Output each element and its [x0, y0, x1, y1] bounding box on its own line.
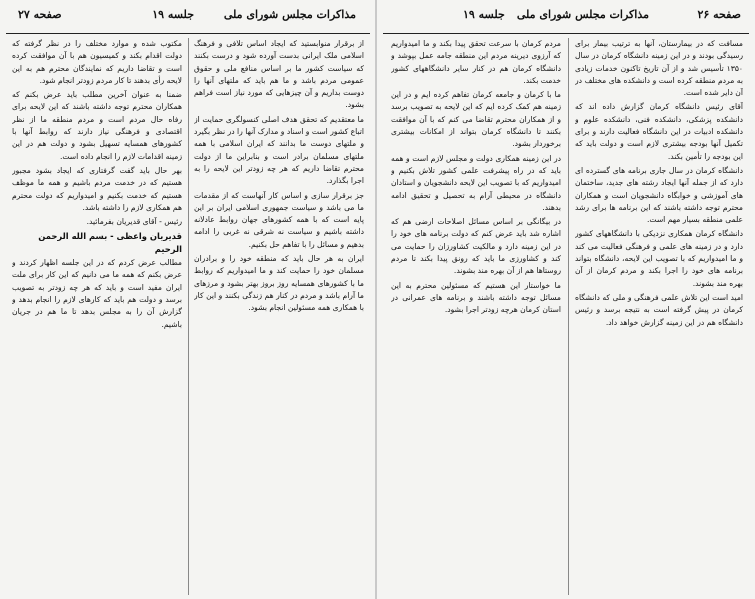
article-paragraph: مطالب عرض کردم که در این جلسه اظهار کردند و عرض بکنم که همه ما می دانیم که این کار برای ملت ایران مفید است و باید که هر چه زودتر به تصویب برسد و دولت هم باید که کارهای لازم را انجام بدهد و گزارش آن را به مجلس بدهد تا ما هم در جریان باشیم.: [12, 258, 182, 329]
left-header-title: مذاکرات مجلس شورای ملی: [223, 8, 356, 21]
right-page: [377, 0, 755, 599]
left-page-header: [6, 0, 370, 28]
left-page-column-right: [194, 38, 364, 595]
left-header-session: جلسه ۱۹: [152, 8, 194, 21]
right-header-session: جلسه ۱۹: [463, 8, 505, 21]
left-header-page-number: صفحه ۲۷: [18, 8, 62, 21]
article-paragraph: ضمنا به عنوان آخرین مطلب باید عرض بکنم که همکاران محترم توجه داشته باشند که این لایحه برای رفاه حال مردم است و مردم منطقه ما از نظر اقتصادی و فرهنگی نیاز دارند که روابط آنها با کشورهای همسایه تسهیل بشود و دولت هم در این زمینه اقدامات لازم را انجام داده است.: [12, 90, 182, 161]
article-paragraph: مکتوب شده و موارد مختلف را در نظر گرفته که دولت اقدام بکند و کمیسیون هم با آن موافقت کرده است و تقاضا داریم که نمایندگان محترم هم به این لایحه رأی بدهند تا کار مردم زودتر انجام شود.: [12, 39, 182, 85]
article-paragraph: آقای رئیس دانشگاه کرمان گزارش داده اند که دانشکده پزشکی، دانشکده فنی، دانشکده علوم و دانشکده ادبیات در این دانشگاه فعالیت دارند و برای تکمیل آنها بودجه بیشتری لازم است و دولت باید که این بودجه را تأمین بکند.: [575, 102, 743, 161]
article-paragraph: در این زمینه همکاری دولت و مجلس لازم است و همه باید که در راه پیشرفت علمی کشور تلاش بکنیم و امیدواریم که با تصویب این لایحه دانشجویان و استادان دانشگاه در محیطی آرام به تحصیل و تحقیق ادامه بدهند.: [391, 153, 561, 212]
left-page-column-left: [12, 38, 182, 595]
left-column-divider: [188, 38, 189, 595]
left-page: [0, 0, 376, 599]
article-paragraph: ما با کرمان و جامعه کرمان تفاهم کرده ایم و در این زمینه هم کمک کرده ایم که این لایحه به تصویب برسد و از همکاران محترم تقاضا می کنم که با آن موافقت بکنند تا دانشگاه کرمان بتواند از امکانات بیشتری برخوردار بشود.: [391, 90, 561, 149]
right-page-column-left: [391, 38, 561, 595]
speaker-heading: قدیریان واعظی - بسم الله الرحمن الرحیم: [38, 231, 182, 254]
right-header-page-number: صفحه ۲۶: [697, 8, 741, 21]
article-paragraph: بهر حال باید گفت گرفتاری که ایجاد بشود مجبور هستیم که در خدمت مردم باشیم و همه ما موظف هستیم که خدمت بکنیم و امیدواریم که دولت محترم هم همکاری لازم را داشته باشد.: [12, 165, 182, 212]
article-paragraph: مردم کرمان با سرعت تحقق پیدا بکند و ما امیدواریم که آرزوی دیرینه مردم این منطقه جامه عمل بپوشد و دانشگاه کرمان هم در کنار سایر دانشگاههای کشور خدمت بکند.: [391, 39, 561, 85]
left-header-rule: [6, 33, 370, 34]
article-paragraph: امید است این تلاش علمی فرهنگی و ملی که دانشگاه کرمان در پیش گرفته است به نتیجه برسد و رئیس دانشگاه هم در این زمینه گزارش خواهد داد.: [575, 292, 743, 327]
right-header-title: مذاکرات مجلس شورای ملی: [516, 8, 649, 21]
right-page-header: [383, 0, 749, 28]
right-page-column-right: [575, 38, 743, 595]
article-paragraph: از برقرار منوابستید که ایجاد اساس تلافی و فرهنگ اسلامی ملک ایرانی بدست آورده شود و درست بکنند که سیاست کشور ما بر اساس منافع ملی و حقوق عمومی مردم باشد و ما هم باید که ملتهای آنها را دوست بداریم و آن چیزهایی که مورد نیاز است فراهم بشود.: [194, 39, 364, 110]
article-paragraph: مسافت که در بیمارستان، آنها به ترتیب بیمار برای رسیدگی بودند و در این زمینه دانشگاه کرمان در سال ۱۳۵۰ تأسیس شد و از آن تاریخ تاکنون خدمات زیادی به مردم منطقه کرده است و دانشکده های مختلف در آن دایر شده است.: [575, 39, 743, 98]
article-paragraph: ایران به هر حال باید که منطقه خود را و برادران مسلمان خود را حمایت کند و ما امیدواریم که روابط ما با کشورهای همسایه روز بروز بهتر بشود و مرزهای ما آرام باشد و مردم در کنار هم زندگی بکنند و این کار با همکاری همه مسئولین انجام بشود.: [194, 254, 364, 313]
article-paragraph: دانشگاه کرمان همکاری نزدیکی با دانشگاههای کشور دارد و در زمینه های علمی و فرهنگی فعالیت می کند و ما امیدواریم که با تصویب این لایحه، دانشگاه بتواند برنامه های خود را اجرا بکند و مردم کرمان از آن بهره مند بشوند.: [575, 229, 743, 288]
article-paragraph: ما خواستار این هستیم که مسئولین محترم به این مسائل توجه داشته باشند و برنامه های عمرانی در استان کرمان هرچه زودتر اجرا بشود.: [391, 280, 561, 315]
article-paragraph: رئیس - آقای قدیریان بفرمائید.: [86, 217, 182, 227]
right-column-divider: [568, 38, 569, 595]
article-paragraph: دانشگاه کرمان در سال جاری برنامه های گسترده ای دارد که از جمله آنها ایجاد رشته های جدید، ساختمان های آموزشی و خوابگاه دانشجویان است و همکاران محترم توجه داشته باشند که این برنامه ها برای رشد علمی منطقه بسیار مهم است.: [575, 165, 743, 225]
article-paragraph: ما معتقدیم که تحقق هدف اصلی کنسولگری حمایت از اتباع کشور است و اسناد و مدارک آنها را در نظر بگیرد و ملتهای دوست ما بدانند که ایران اسلامی با همه ملتهای مسلمان برادر است و بنابراین ما از دولت محترم تقاضا داریم که هر چه زودتر این لایحه را به اجرا بگذارد.: [194, 114, 364, 186]
article-paragraph: در بیگانگی بر اساس مسائل اصلاحات ارضی هم که اشاره شد باید عرض کنم که دولت برنامه های خود را در این زمینه دارد و مالکیت کشاورزان را حمایت می کند و کشاورزی ما باید که رونق پیدا بکند تا مردم روستاها هم از آن بهره مند بشوند.: [391, 217, 561, 276]
article-paragraph: جز برقرار سازی و اساس کار آنهاست که از مقدمات ما می باشد و سیاست جمهوری اسلامی ایران بر این پایه است که با همه کشورهای جهان روابط عادلانه داشته باشیم و سیاست نه شرقی نه غربی را ادامه بدهیم و مسائل را با تفاهم حل بکنیم.: [194, 190, 364, 249]
right-header-rule: [383, 33, 749, 34]
